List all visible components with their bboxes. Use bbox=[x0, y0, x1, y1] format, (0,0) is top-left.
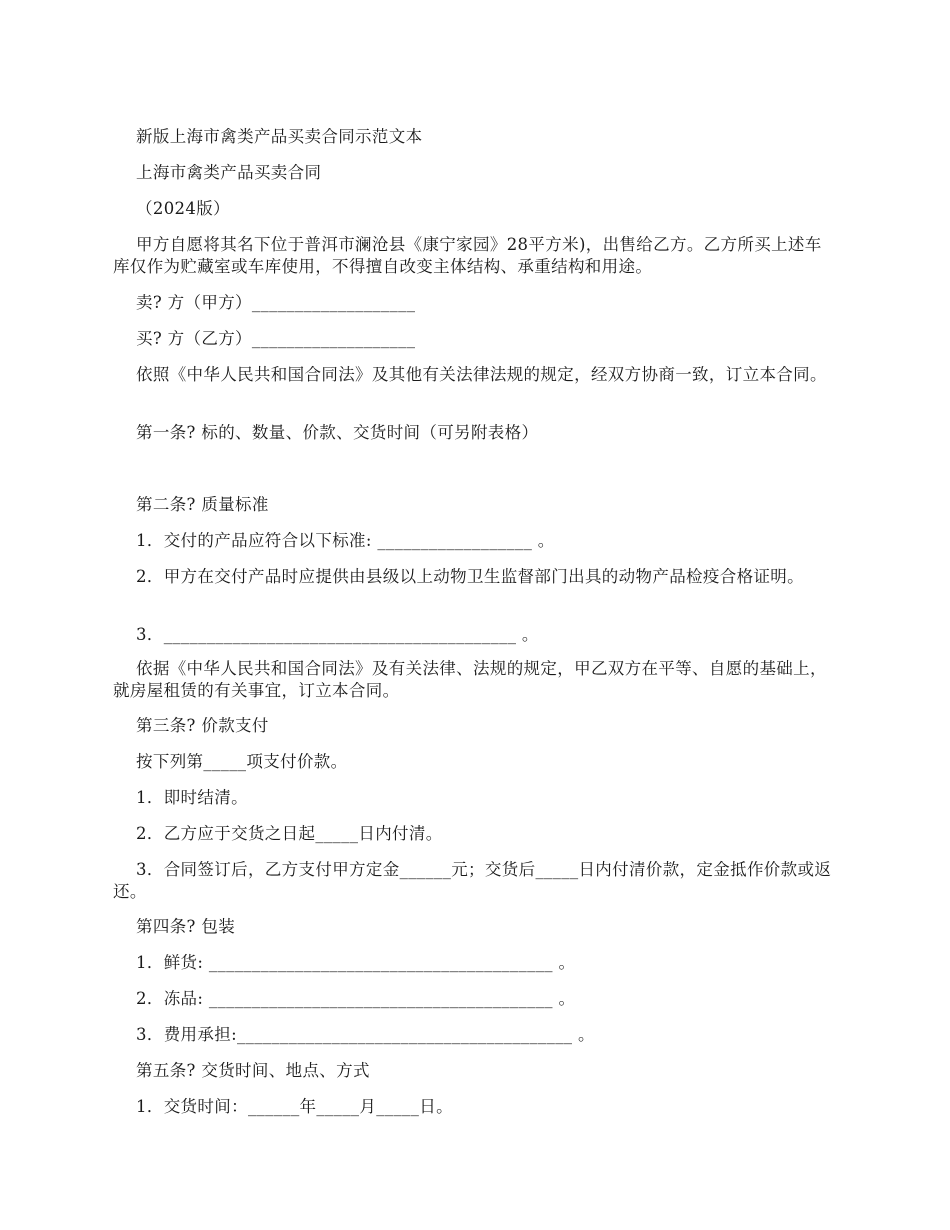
paragraph: 依照《中华人民共和国合同法》及其他有关法律法规的规定，经双方协商一致，订立本合同。 bbox=[136, 365, 827, 384]
article-heading: 第二条? 质量标准 bbox=[136, 495, 269, 514]
article-heading: 第三条? 价款支付 bbox=[136, 716, 269, 735]
list-item: 2．乙方应于交货之日起_____日内付清。 bbox=[136, 824, 443, 843]
article-heading: 第五条? 交货时间、地点、方式 bbox=[136, 1061, 370, 1080]
list-item: 1．交货时间：______年_____月_____日。 bbox=[136, 1097, 453, 1116]
paragraph: 依据《中华人民共和国合同法》及有关法律、法规的规定，甲乙双方在平等、自愿的基础上，就房屋租赁的有关事宜，订立本合同。 bbox=[113, 659, 827, 700]
list-item: 1．交付的产品应符合以下标准: __________________ 。 bbox=[136, 531, 555, 550]
seller-line: 卖? 方（甲方）___________________ bbox=[136, 293, 416, 312]
paragraph: 甲方自愿将其名下位于普洱市澜沧县《康宁家园》28平方米)，出售给乙方。乙方所买上述车库仅作为贮藏室或车库使用，不得擅自改变主体结构、承重结构和用途。 bbox=[113, 235, 822, 276]
list-item: 1．鲜货: ________________________________________ 。 bbox=[136, 953, 576, 972]
list-item: 2．甲方在交付产品时应提供由县级以上动物卫生监督部门出具的动物产品检疫合格证明。 bbox=[136, 567, 804, 586]
edition-label: （2024版） bbox=[136, 199, 230, 218]
list-item: 3．费用承担:_______________________________________ 。 bbox=[136, 1025, 595, 1044]
list-item: 3．合同签订后，乙方支付甲方定金______元；交货后_____日内付清价款，定金抵作价款或返还。 bbox=[113, 860, 832, 901]
article-heading: 第一条? 标的、数量、价款、交货时间（可另附表格） bbox=[136, 423, 539, 442]
document-title: 新版上海市禽类产品买卖合同示范文本 bbox=[136, 127, 423, 146]
list-item: 3．_________________________________________ 。 bbox=[136, 625, 539, 644]
document-subtitle: 上海市禽类产品买卖合同 bbox=[136, 163, 322, 182]
list-item: 1．即时结清。 bbox=[136, 788, 248, 807]
buyer-line: 买? 方（乙方）___________________ bbox=[136, 329, 416, 348]
paragraph: 按下列第_____项支付价款。 bbox=[136, 752, 348, 771]
article-heading: 第四条? 包装 bbox=[136, 917, 236, 936]
list-item: 2．冻品: ________________________________________ 。 bbox=[136, 989, 576, 1008]
